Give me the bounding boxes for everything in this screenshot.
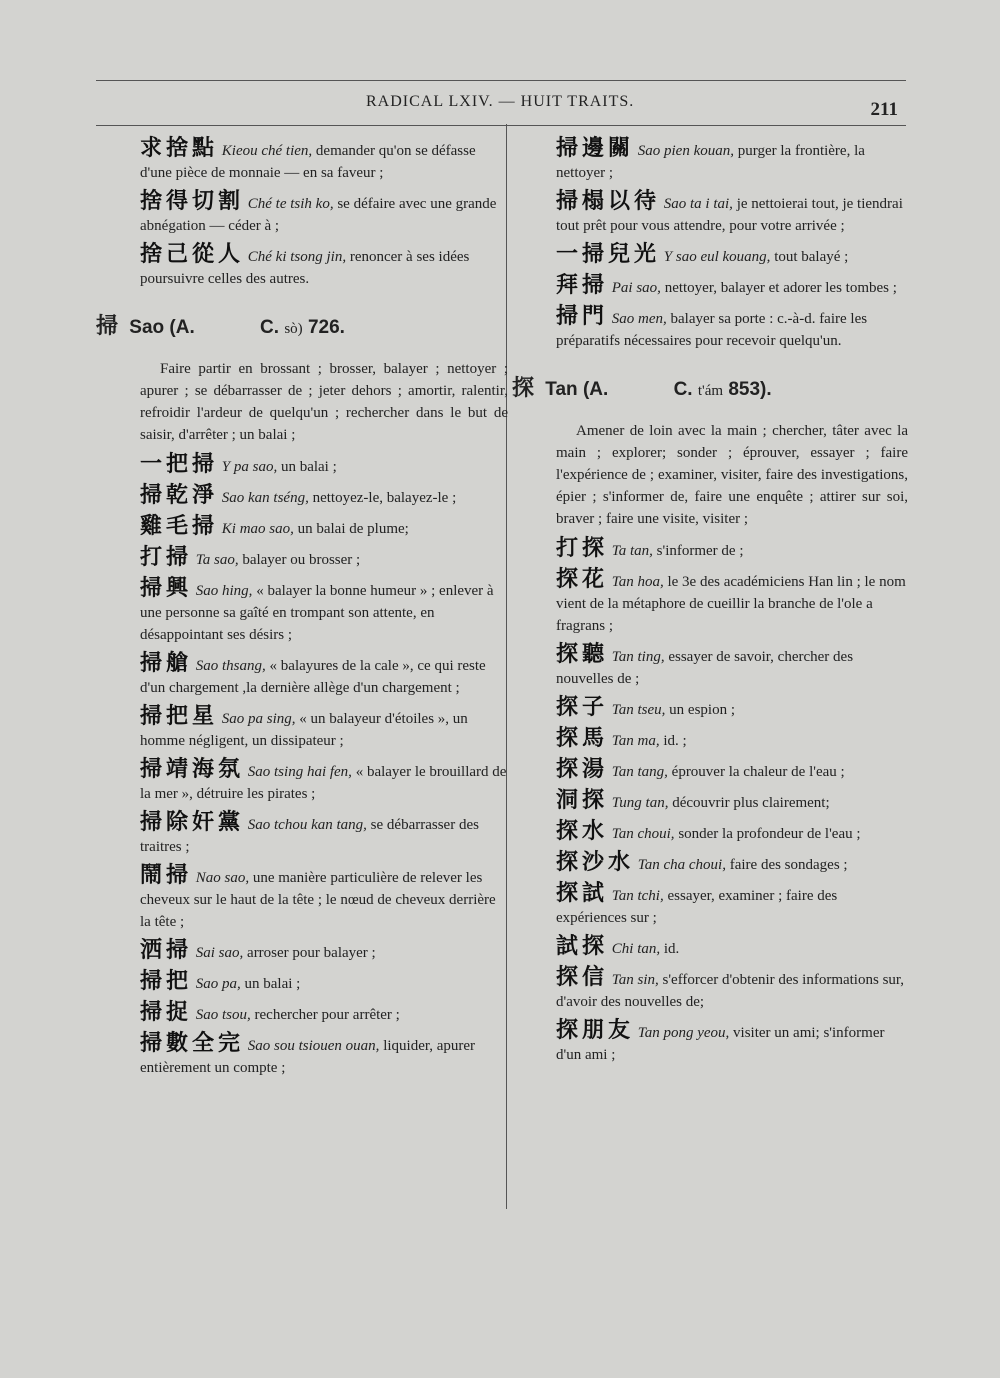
dictionary-entry xyxy=(556,883,908,929)
entry-characters: 探沙水 xyxy=(556,850,635,875)
entry-gloss: essayer, examiner ; faire des expériences sur ; xyxy=(556,888,838,926)
dictionary-entry xyxy=(556,697,908,721)
dictionary-entry xyxy=(556,759,908,783)
entry-romanization: Sao pa, xyxy=(195,976,241,992)
entry-romanization: Ki mao sao, xyxy=(221,521,294,537)
entry-gloss: « balayer le brouillard de la mer », détruire les pirates ; xyxy=(140,764,507,802)
head-number: 726. xyxy=(307,317,345,338)
entry-romanization: Sao thsang, xyxy=(195,658,266,674)
entry-characters: 求捨點 xyxy=(140,136,219,161)
entry-romanization: Pai sao, xyxy=(611,280,661,296)
entry-gloss: le 3e des académiciens Han lin ; le nom vient de la métaphore de cueillir la branche de l'ole a fragrans ; xyxy=(556,574,906,634)
entry-gloss: visiter un ami; s'informer d'un ami ; xyxy=(556,1025,885,1063)
entry-gloss: faire des sondages ; xyxy=(729,857,848,873)
right-top-entries xyxy=(556,138,908,352)
head-reading: Tan (A. xyxy=(545,379,609,400)
entry-characters: 捨得切割 xyxy=(140,189,245,214)
head-character: 探 xyxy=(512,376,535,401)
dictionary-entry xyxy=(140,191,508,237)
dictionary-entry xyxy=(556,138,908,184)
entry-romanization: Tan sin, xyxy=(611,972,659,988)
head-cantonese-reading: sò) xyxy=(284,321,303,337)
entry-characters: 掃數全完 xyxy=(140,1031,245,1056)
dictionary-entry xyxy=(140,653,508,699)
entry-gloss: une manière particulière de relever les cheveux sur le haut de la tête ; le nœud de cheveux derrière la tête ; xyxy=(140,870,496,930)
entry-characters: 探水 xyxy=(556,819,609,844)
dictionary-entry xyxy=(556,967,908,1013)
entry-romanization: Nao sao, xyxy=(195,870,250,886)
dictionary-entry xyxy=(140,138,508,184)
dictionary-entry xyxy=(556,790,908,814)
right-entries xyxy=(556,538,908,1066)
entry-gloss: s'informer de ; xyxy=(656,543,744,559)
entry-head-tan xyxy=(512,378,908,402)
entry-characters: 洞探 xyxy=(556,788,609,813)
dictionary-entry xyxy=(556,569,908,637)
entry-gloss: demander qu'on se défasse d'une pièce de monnaie — en sa faveur ; xyxy=(140,143,476,181)
entry-romanization: Ta tan, xyxy=(611,543,653,559)
entry-characters: 探聽 xyxy=(556,642,609,667)
entry-gloss: balayer sa porte : c.-à-d. faire les préparatifs nécessaires pour recevoir quelqu'un. xyxy=(556,311,868,349)
entry-characters: 掃乾淨 xyxy=(140,483,219,508)
entry-romanization: Sao tsou, xyxy=(195,1007,251,1023)
definition: Amener de loin avec la main ; chercher, tâter avec la main ; explorer; sonder ; éprouver, essayer ; faire l'expérience de ; examiner, visiter, faire des investigations, épier ; s'informer de, faire une enquête ; attirer sur soi, braver ; faire une visite, visiter ; xyxy=(556,423,908,527)
entry-characters: 探花 xyxy=(556,567,609,592)
dictionary-entry xyxy=(140,1033,508,1079)
entry-romanization: Sao hing, xyxy=(195,583,253,599)
entry-romanization: Kieou ché tien, xyxy=(221,143,313,159)
head-cantonese: C. xyxy=(673,379,693,400)
entry-gloss: sonder la profondeur de l'eau ; xyxy=(678,826,861,842)
entry-romanization: Tan choui, xyxy=(611,826,675,842)
entry-romanization: Tan cha choui, xyxy=(637,857,726,873)
entry-romanization: Tan ting, xyxy=(611,649,665,665)
entry-romanization: Sai sao, xyxy=(195,945,244,961)
entry-characters: 鬧掃 xyxy=(140,863,193,888)
entry-gloss: rechercher pour arrêter ; xyxy=(254,1007,400,1023)
entry-romanization: Sao pa sing, xyxy=(221,711,296,727)
dictionary-entry xyxy=(140,1002,508,1026)
entry-characters: 試探 xyxy=(556,934,609,959)
entry-gloss: « balayer la bonne humeur » ; enlever à une personne sa gaîté en trompant son attente, en désappointant ses désirs ; xyxy=(140,583,494,643)
dictionary-entry xyxy=(140,759,508,805)
entry-romanization: Ta sao, xyxy=(195,552,239,568)
dictionary-entry xyxy=(556,275,908,299)
left-column xyxy=(96,136,508,1086)
dictionary-entry xyxy=(556,821,908,845)
head-number: 853). xyxy=(728,379,772,400)
entry-romanization: Sao sou tsiouen ouan, xyxy=(247,1038,380,1054)
entry-romanization: Tan tang, xyxy=(611,764,668,780)
dictionary-entry xyxy=(556,191,908,237)
entry-gloss: id. ; xyxy=(663,733,687,749)
dictionary-entry xyxy=(140,454,508,478)
dictionary-entry xyxy=(556,728,908,752)
dictionary-entry xyxy=(140,940,508,964)
entry-romanization: Sao ta i tai, xyxy=(663,196,733,212)
entry-gloss: nettoyez-le, balayez-le ; xyxy=(312,490,457,506)
dictionary-entry xyxy=(140,485,508,509)
dictionary-entry xyxy=(140,516,508,540)
entry-romanization: Chi tan, xyxy=(611,941,661,957)
entry-gloss: éprouver la chaleur de l'eau ; xyxy=(671,764,845,780)
dictionary-entry xyxy=(140,547,508,571)
dictionary-entry xyxy=(556,936,908,960)
entry-gloss: découvrir plus clairement; xyxy=(672,795,830,811)
entry-characters: 掃把星 xyxy=(140,704,219,729)
left-entries xyxy=(140,454,508,1079)
entry-gloss: « balayures de la cale », ce qui reste d'un chargement ,la dernière allège d'un chargement ; xyxy=(140,658,486,696)
entry-characters: 掃靖海氛 xyxy=(140,757,245,782)
entry-gloss: nettoyer, balayer et adorer les tombes ; xyxy=(664,280,897,296)
entry-characters: 探湯 xyxy=(556,757,609,782)
dictionary-entry xyxy=(556,538,908,562)
entry-romanization: Tung tan, xyxy=(611,795,669,811)
dictionary-entry xyxy=(556,1020,908,1066)
entry-romanization: Sao tsing hai fen, xyxy=(247,764,352,780)
entry-characters: 探子 xyxy=(556,695,609,720)
entry-gloss: renoncer à ses idées poursuivre celles des autres. xyxy=(140,249,470,287)
dictionary-entry xyxy=(556,244,908,268)
entry-romanization: Ché te tsih ko, xyxy=(247,196,334,212)
entry-romanization: Tan ma, xyxy=(611,733,660,749)
entry-romanization: Tan hoa, xyxy=(611,574,664,590)
left-top-entries xyxy=(140,138,508,290)
entry-gloss: un espion ; xyxy=(669,702,735,718)
entry-gloss: s'efforcer d'obtenir des informations sur, d'avoir des nouvelles de; xyxy=(556,972,905,1010)
dictionary-entry xyxy=(140,244,508,290)
entry-gloss: un balai ; xyxy=(280,459,337,475)
page-number: 211 xyxy=(870,99,898,120)
entry-characters: 掃邊關 xyxy=(556,136,635,161)
entry-romanization: Sao pien kouan, xyxy=(637,143,734,159)
entry-romanization: Tan tchi, xyxy=(611,888,664,904)
entry-characters: 打探 xyxy=(556,536,609,561)
entry-romanization: Sao tchou kan tang, xyxy=(247,817,367,833)
head-cantonese: C. xyxy=(260,317,280,338)
header-title: RADICAL LXIV. — HUIT TRAITS. xyxy=(366,93,635,110)
entry-gloss: liquider, apurer entièrement un compte ; xyxy=(140,1038,476,1076)
entry-romanization: Tan tseu, xyxy=(611,702,666,718)
dictionary-entry xyxy=(140,812,508,858)
entry-characters: 掃榻以待 xyxy=(556,189,661,214)
entry-characters: 掃門 xyxy=(556,304,609,329)
dictionary-entry xyxy=(140,706,508,752)
entry-characters: 拜掃 xyxy=(556,273,609,298)
entry-characters: 探馬 xyxy=(556,726,609,751)
entry-gloss: je nettoierai tout, je tiendrai tout prêt pour vous attendre, pour votre arrivée ; xyxy=(556,196,903,234)
dictionary-entry xyxy=(140,971,508,995)
entry-romanization: Sao kan tséng, xyxy=(221,490,309,506)
entry-romanization: Ché ki tsong jin, xyxy=(247,249,347,265)
entry-characters: 掃把 xyxy=(140,969,193,994)
dictionary-entry xyxy=(556,852,908,876)
entry-characters: 掃艙 xyxy=(140,651,193,676)
entry-gloss: « un balayeur d'étoiles », un homme négligent, un dissipateur ; xyxy=(140,711,468,749)
dictionary-entry xyxy=(140,865,508,933)
entry-gloss: balayer ou brosser ; xyxy=(242,552,361,568)
entry-gloss: purger la frontière, la nettoyer ; xyxy=(556,143,865,181)
entry-romanization: Y pa sao, xyxy=(221,459,278,475)
entry-gloss: tout balayé ; xyxy=(774,249,849,265)
entry-characters: 探信 xyxy=(556,965,609,990)
entry-gloss: id. xyxy=(663,941,680,957)
head-character: 掃 xyxy=(96,314,119,339)
entry-characters: 雞毛掃 xyxy=(140,514,219,539)
entry-gloss: se débarrasser des traitres ; xyxy=(140,817,479,855)
entry-characters: 洒掃 xyxy=(140,938,193,963)
entry-gloss: essayer de savoir, chercher des nouvelles de ; xyxy=(556,649,854,687)
entry-romanization: Tan pong yeou, xyxy=(637,1025,730,1041)
definition: Faire partir en brossant ; brosser, balayer ; nettoyer ; apurer ; se débarrasser de ; jeter dehors ; amortir, ralentir, refroidir l'ardeur de quelqu'un ; rechercher dans le but de saisir, d'arrêter ; un balai ; xyxy=(140,361,508,443)
entry-characters: 打掃 xyxy=(140,545,193,570)
page-header xyxy=(96,80,906,126)
entry-characters: 捨己從人 xyxy=(140,242,245,267)
entry-gloss: un balai de plume; xyxy=(297,521,409,537)
entry-characters: 掃除奸黨 xyxy=(140,810,245,835)
head-reading: Sao (A. xyxy=(129,317,195,338)
entry-characters: 探朋友 xyxy=(556,1018,635,1043)
entry-characters: 探試 xyxy=(556,881,609,906)
dictionary-entry xyxy=(556,644,908,690)
entry-romanization: Y sao eul kouang, xyxy=(663,249,771,265)
dictionary-entry xyxy=(556,306,908,352)
entry-gloss: arroser pour balayer ; xyxy=(247,945,376,961)
entry-characters: 一把掃 xyxy=(140,452,219,477)
entry-characters: 一掃兒光 xyxy=(556,242,661,267)
entry-characters: 掃捉 xyxy=(140,1000,193,1025)
dictionary-entry xyxy=(140,578,508,646)
entry-head-sao xyxy=(96,316,508,340)
entry-characters: 掃興 xyxy=(140,576,193,601)
entry-gloss: un balai ; xyxy=(244,976,301,992)
head-cantonese-reading: t'ám xyxy=(697,383,724,399)
entry-gloss: se défaire avec une grande abnégation — céder à ; xyxy=(140,196,497,234)
entry-romanization: Sao men, xyxy=(611,311,667,327)
right-column xyxy=(512,136,908,1073)
